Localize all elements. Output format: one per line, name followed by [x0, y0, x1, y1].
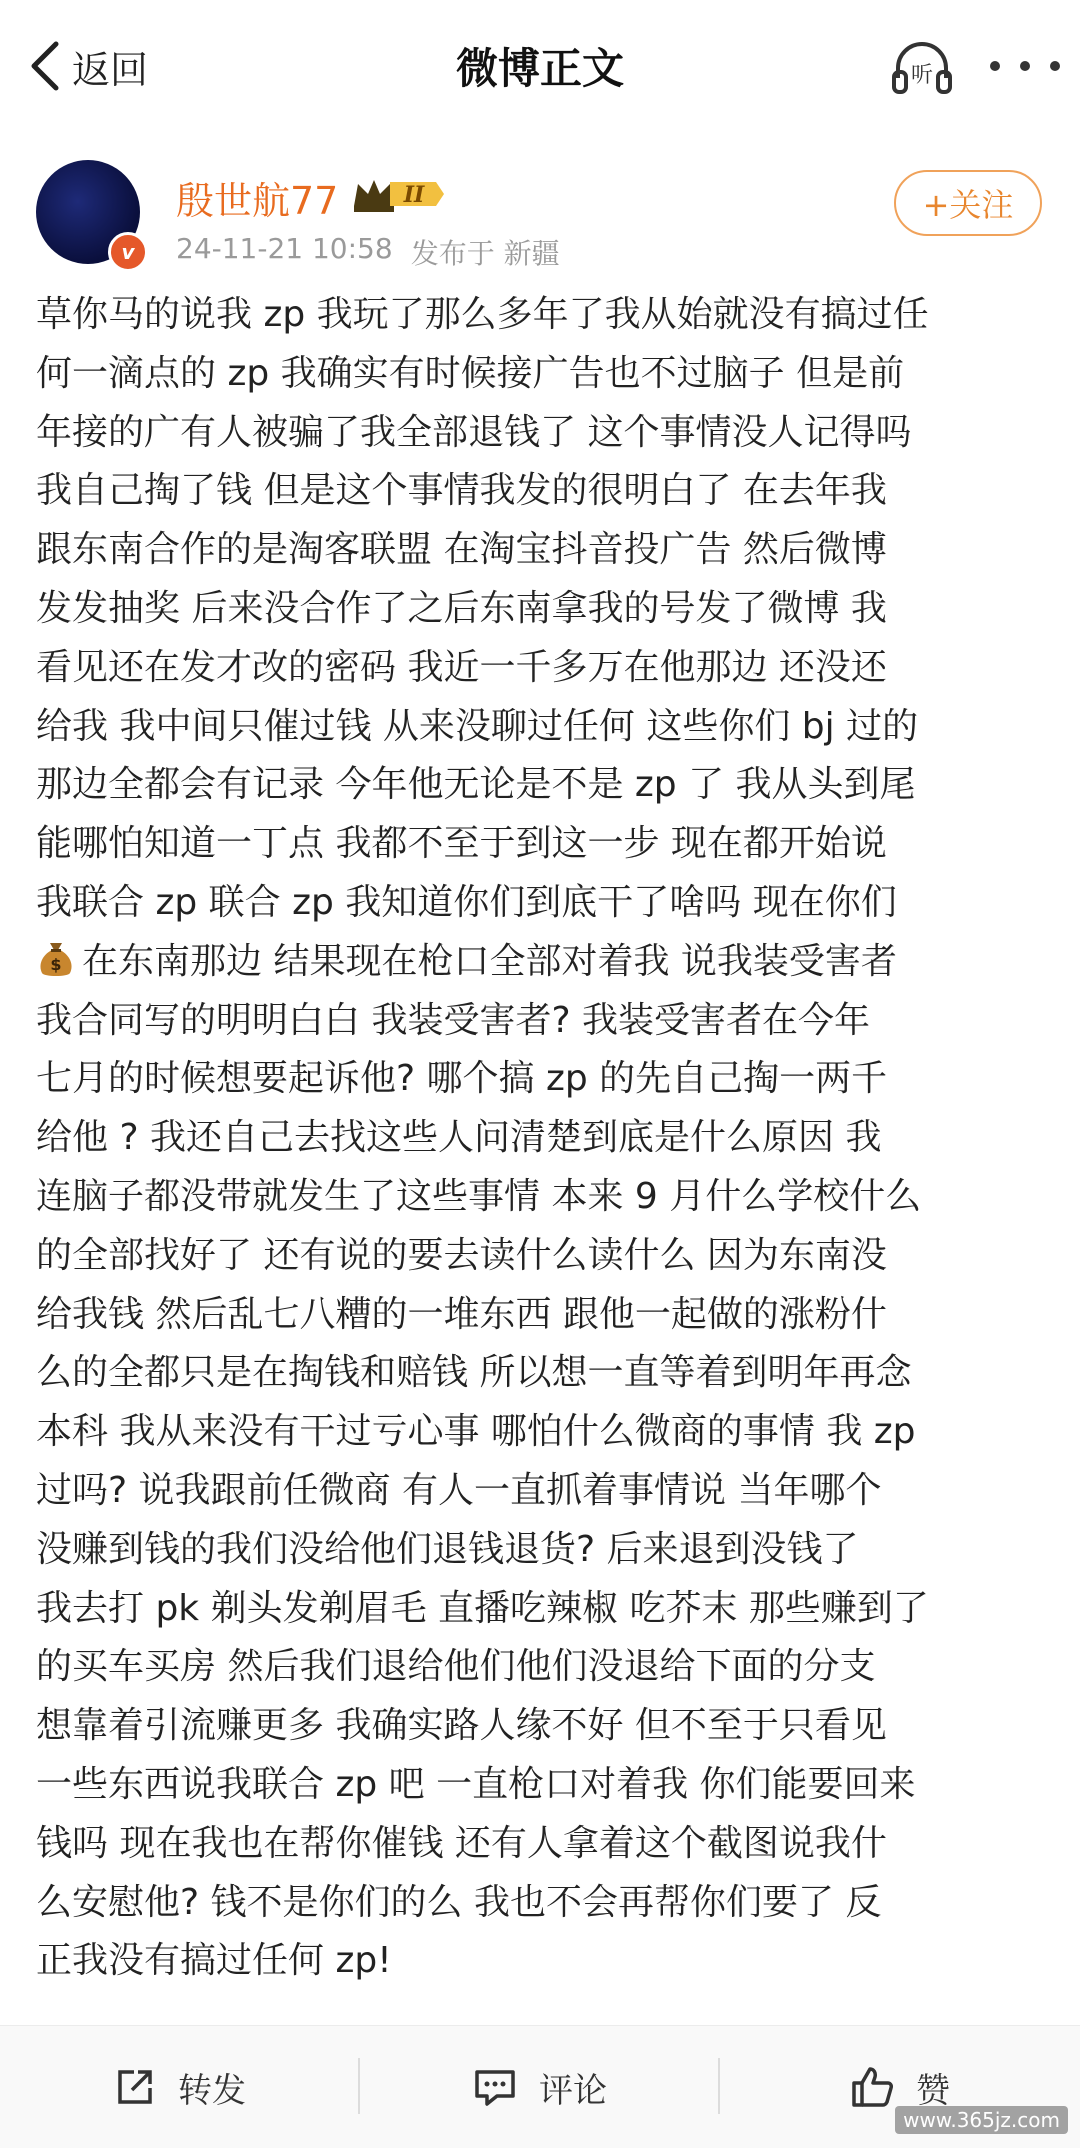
post-text: 看见还在发才改的密码 我近一千多万在他那边 还没还: [36, 646, 887, 688]
post-text: 草你马的说我 zp 我玩了那么多年了我从始就没有搞过任: [36, 294, 929, 335]
post-text: 连脑子都没带就发生了这些事情 本来 9 月什么学校什么: [36, 1175, 922, 1217]
post-text: 跟东南合作的是淘客联盟 在淘宝抖音投广告 然后微博: [36, 529, 887, 571]
post-text: 给我 我中间只催过钱 从来没聊过任何 这些你们 bj 过的: [36, 705, 919, 747]
post-text: 那边全都会有记录 今年他无论是不是 zp 了 我从头到尾: [36, 764, 916, 806]
post-timestamp: 24-11-21 10:58: [176, 232, 393, 265]
author-avatar[interactable]: [36, 160, 146, 270]
comment-icon: [473, 2066, 517, 2108]
post-text-line: [36, 1521, 1046, 1580]
post-text-line: [36, 815, 1046, 874]
verified-badge: v: [108, 232, 148, 272]
post-text-line: [36, 1580, 1046, 1639]
back-label: 返回: [72, 47, 149, 92]
post-text: 么安慰他? 钱不是你们的么 我也不会再帮你们要了 反: [36, 1881, 882, 1923]
post-text: 钱吗 现在我也在帮你催钱 还有人拿着这个截图说我什: [36, 1822, 887, 1864]
post-text: 的买车买房 然后我们退给他们他们没退给下面的分支: [36, 1646, 876, 1688]
post-text-line: [36, 1756, 1046, 1815]
post-text: 正我没有搞过任何 zp!: [36, 1940, 392, 1982]
post-text: 能哪怕知道一丁点 我都不至于到这一步 现在都开始说: [36, 823, 887, 865]
post-body: [36, 286, 1046, 1991]
money-bag-icon: [36, 939, 76, 979]
post-text: 本科 我从来没有干过亏心事 哪怕什么微商的事情 我 zp: [36, 1411, 916, 1453]
share-icon: [114, 2066, 156, 2108]
crown-level-badge-icon: [350, 172, 446, 216]
post-text: 想靠着引流赚更多 我确实路人缘不好 但不至于只看见: [36, 1705, 887, 1747]
post-text-line: [36, 345, 1046, 404]
post-text: 在东南那边 结果现在枪口全部对着我 说我装受害者: [82, 940, 897, 982]
post-text: 我去打 pk 剃头发剃眉毛 直播吃辣椒 吃芥末 那些赚到了: [36, 1587, 929, 1629]
post-text-line: [36, 1227, 1046, 1286]
post-text: 过吗? 说我跟前任微商 有人一直抓着事情说 当年哪个: [36, 1469, 882, 1511]
follow-button[interactable]: +关注: [894, 170, 1042, 236]
post-text-line: [36, 756, 1046, 815]
post-text-line: [36, 698, 1046, 757]
post-text-line: [36, 1168, 1046, 1227]
post-text: 发发抽奖 后来没合作了之后东南拿我的号发了微博 我: [36, 587, 887, 629]
svg-text:$: $: [50, 954, 62, 974]
post-text-line: [36, 1344, 1046, 1403]
comment-button[interactable]: [360, 2026, 720, 2148]
thumbs-up-icon: [850, 2065, 894, 2109]
post-text-line: [36, 1815, 1046, 1874]
post-text: 我合同写的明明白白 我装受害者? 我装受害者在今年: [36, 999, 870, 1041]
post-text: 给我钱 然后乱七八糟的一堆东西 跟他一起做的涨粉什: [36, 1293, 887, 1335]
post-text-line: [36, 1403, 1046, 1462]
post-text: 我自己掏了钱 但是这个事情我发的很明白了 在去年我: [36, 470, 887, 512]
more-menu-button[interactable]: [990, 40, 1060, 92]
comment-label: 评论: [539, 2070, 607, 2111]
post-text-line: [36, 1697, 1046, 1756]
level-text: II: [403, 182, 425, 208]
dot-icon: [1020, 61, 1030, 71]
post-text-line: [36, 639, 1046, 698]
listen-button[interactable]: [890, 38, 954, 96]
post-text: 我联合 zp 联合 zp 我知道你们到底干了啥吗 现在你们: [36, 881, 897, 923]
post-meta: [176, 232, 560, 272]
author-name[interactable]: 殷世航77: [176, 179, 339, 223]
dot-icon: [1050, 61, 1060, 71]
post-text-line: [36, 462, 1046, 521]
post-text-line: [36, 1462, 1046, 1521]
dot-icon: [990, 61, 1000, 71]
post-text-line: [36, 404, 1046, 463]
post-text: 没赚到钱的我们没给他们退钱退货? 后来退到没钱了: [36, 1528, 859, 1570]
headphones-icon: [890, 38, 954, 96]
bottom-action-bar: [0, 2025, 1080, 2148]
post-text: 年接的广有人被骗了我全部退钱了 这个事情没人记得吗: [36, 411, 912, 453]
post-text: 的全部找好了 还有说的要去读什么读什么 因为东南没: [36, 1234, 887, 1276]
top-bar: [0, 0, 1080, 132]
repost-button[interactable]: [0, 2026, 360, 2148]
post-text-line: [36, 1932, 1046, 1991]
post-text-line: [36, 1638, 1046, 1697]
page-title: 微博正文: [455, 44, 624, 93]
post-text-line: [36, 1109, 1046, 1168]
repost-label: 转发: [178, 2070, 246, 2111]
post-text-line: [36, 1874, 1046, 1933]
post-text: 七月的时候想要起诉他? 哪个搞 zp 的先自己掏一两千: [36, 1058, 888, 1100]
post-text: 么的全都只是在掏钱和赔钱 所以想一直等着到明年再念: [36, 1352, 912, 1394]
post-text-line: [36, 992, 1046, 1051]
watermark: www.365jz.com: [895, 2106, 1068, 2134]
post-location: 发布于 新疆: [410, 237, 560, 270]
listen-label: 听: [910, 63, 934, 88]
like-label: 赞: [916, 2070, 950, 2111]
post-text-line: [36, 580, 1046, 639]
post-text: 何一滴点的 zp 我确实有时候接广告也不过脑子 但是前: [36, 352, 905, 394]
post-text: 一些东西说我联合 zp 吧 一直枪口对着我 你们能要回来: [36, 1763, 916, 1805]
post-text-line: [36, 1286, 1046, 1345]
post-text-line: [36, 1050, 1046, 1109]
post-text-line: [36, 521, 1046, 580]
post-text: 给他 ? 我还自己去找这些人问清楚到底是什么原因 我: [36, 1117, 882, 1159]
post-text-line: [36, 874, 1046, 933]
post-text-line: [36, 286, 1046, 345]
post-text-line: [36, 933, 1046, 992]
